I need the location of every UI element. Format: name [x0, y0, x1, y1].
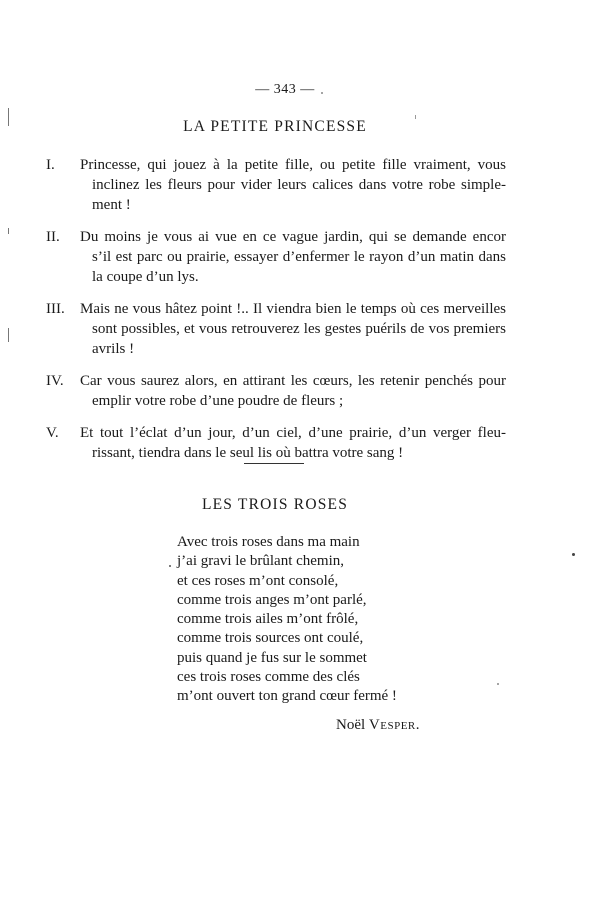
poem-line: m’ont ouvert ton grand cœur fermé ! — [177, 688, 397, 705]
author-first-name: Noël — [336, 717, 366, 733]
stanza-line: Mais ne vous hâtez point !.. Il viendra bien le temps où ces merveilles — [80, 301, 506, 317]
stanza-line: Et tout l’éclat d’un jour, d’un ciel, d’une prairie, d’un verger fleu- — [80, 425, 506, 441]
stanza — [46, 299, 506, 359]
poem-line: j’ai gravi le brûlant chemin, — [177, 553, 345, 570]
scan-mark — [169, 565, 171, 567]
stanza-line: ment ! — [92, 197, 131, 213]
stanza — [46, 227, 506, 287]
stanza-list — [46, 155, 506, 475]
stanza-line: inclinez les fleurs pour vider leurs calices dans votre robe simple- — [92, 177, 506, 193]
scan-mark — [8, 228, 9, 234]
scan-mark — [497, 683, 499, 685]
poem-line: puis quand je fus sur le sommet — [177, 649, 367, 666]
scan-mark — [572, 553, 575, 556]
stanza-line: s’il est parc ou prairie, essayer d’enfermer le rayon d’un matin dans — [92, 249, 506, 265]
stanza-line: rissant, tiendra dans le seul lis où battra votre sang ! — [92, 445, 404, 461]
stanza-number: I. — [46, 157, 55, 173]
stanza-line: Car vous saurez alors, en attirant les cœurs, les retenir penchés pour — [80, 373, 506, 389]
section-title-la-petite-princesse: LA PETITE PRINCESSE — [183, 118, 367, 135]
stanza — [46, 423, 506, 463]
author-last-name: Vesper. — [368, 717, 421, 733]
stanza-line: Du moins je vous ai vue en ce vague jardin, qui se demande encor — [80, 229, 506, 245]
author-signature — [336, 717, 420, 734]
section-title-les-trois-roses: LES TROIS ROSES — [201, 496, 349, 513]
stanza-line: emplir votre robe d’une poudre de fleurs ; — [92, 393, 344, 409]
section-separator — [244, 463, 304, 464]
poem-line: et ces roses m’ont consolé, — [177, 572, 339, 589]
stanza-line: Princesse, qui jouez à la petite fille, ou petite fille vraiment, vous — [80, 157, 506, 173]
poem-line: ces trois roses comme des clés — [177, 669, 360, 686]
poem-line: comme trois ailes m’ont frôlé, — [177, 611, 359, 628]
scan-mark — [8, 328, 9, 342]
stanza-number: II. — [46, 229, 60, 245]
stanza — [46, 155, 506, 215]
stanza-line: sont possibles, et vous retrouverez les gestes puérils de vos premiers — [92, 321, 506, 337]
page-number: — 343 — — [255, 82, 315, 97]
stanza — [46, 371, 506, 411]
scan-mark — [321, 92, 323, 94]
stanza-line: la coupe d’un lys. — [92, 269, 199, 285]
stanza-number: V. — [46, 425, 59, 441]
stanza-number: IV. — [46, 373, 64, 389]
poem-line: comme trois sources ont coulé, — [177, 630, 364, 647]
poem-line: comme trois anges m’ont parlé, — [177, 591, 367, 608]
scan-mark — [415, 115, 416, 119]
poem-line: Avec trois roses dans ma main — [177, 534, 360, 550]
scan-mark — [8, 108, 9, 126]
stanza-line: avrils ! — [92, 341, 135, 357]
stanza-number: III. — [46, 301, 65, 317]
poem — [177, 533, 397, 707]
